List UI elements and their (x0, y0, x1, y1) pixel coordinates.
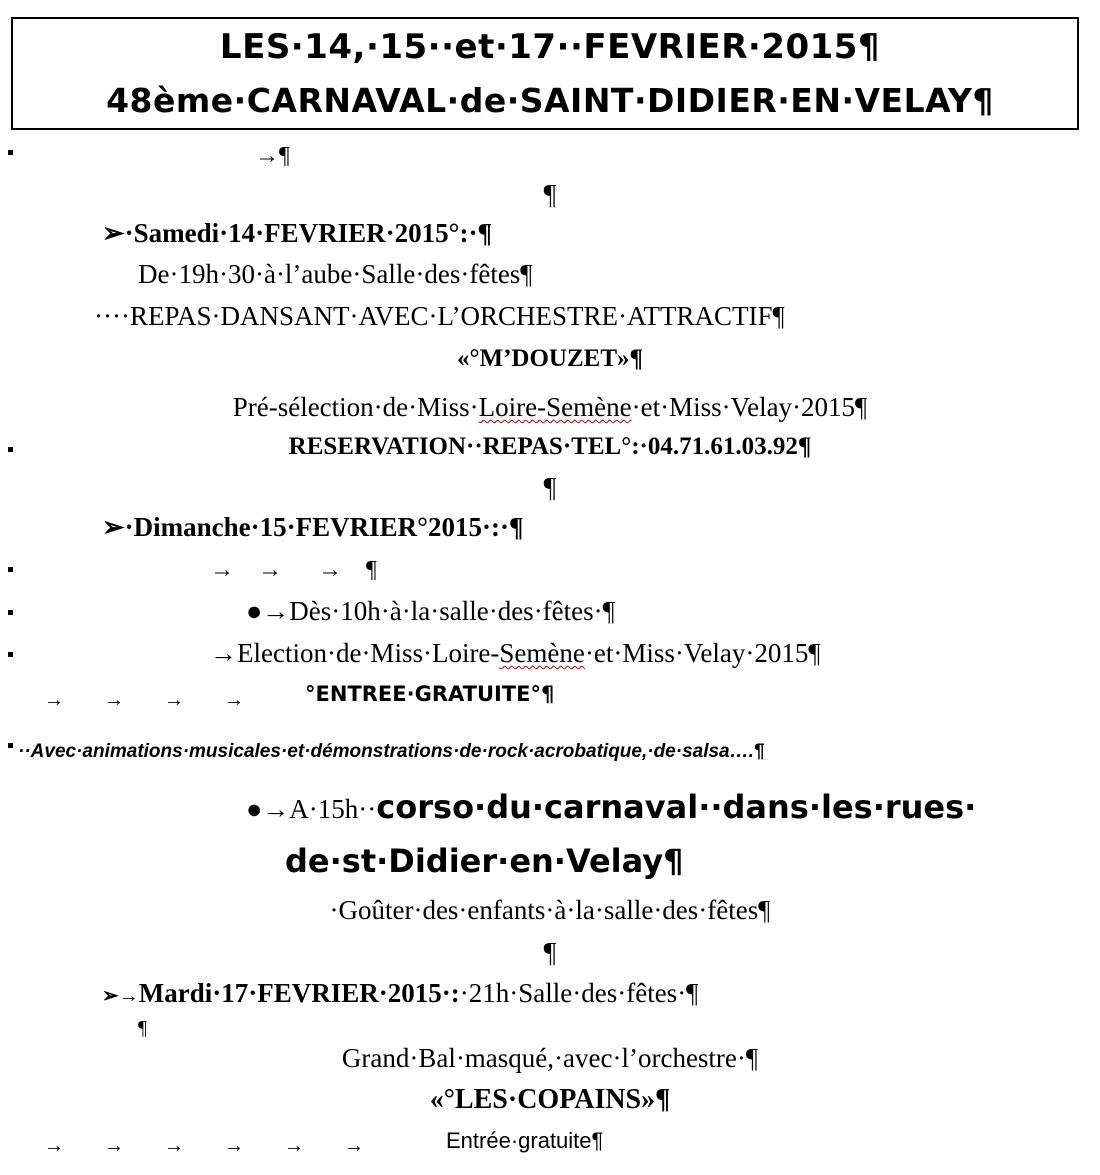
election-text-end: ·et·Miss·Velay·2015¶ (584, 638, 821, 668)
sunday-heading-text: Dimanche·15·FEVRIER°2015·:·¶ (133, 512, 524, 542)
preselection-text-end: ·et·Miss·Velay·2015¶ (631, 392, 868, 422)
saturday-time: De·19h·30·à·l’aube·Salle·des·fêtes¶ (138, 259, 533, 289)
margin-mark (8, 652, 13, 657)
tab-line: → → → ¶ (210, 557, 377, 583)
free-entry-sunday: °ENTREE·GRATUITE°¶ (305, 682, 555, 706)
election-text: →Election·de·Miss·Loire- (210, 638, 500, 668)
margin-mark (8, 610, 13, 615)
header-title: 48ème·CARNAVAL·de·SAINT·DIDIER·EN·VELAY¶ (106, 81, 994, 120)
arrow-bullet-icon: ➢· (102, 218, 134, 248)
margin-mark (8, 567, 13, 572)
arrow-bullet-icon: ➢· (102, 512, 134, 542)
empty-tab-line: →¶ (255, 143, 290, 169)
saturday-event: ····REPAS·DANSANT·AVEC·L’ORCHESTRE·ATTRACTIF¶ (94, 301, 785, 331)
empty-paragraph: ¶ (543, 473, 557, 504)
header-dates: LES·14,·15··et·17··FEVRIER·2015¶ (219, 27, 881, 67)
preselection-text: Pré-sélection·de·Miss· (232, 392, 479, 422)
small-pilcrow: ¶ (138, 1017, 148, 1039)
corso-line (246, 788, 977, 826)
tuesday-heading-tail: ·21h·Salle·des·fêtes·¶ (459, 978, 699, 1008)
corso-text: corso·du·carnaval··dans·les·rues· (376, 788, 977, 826)
reservation-line: RESERVATION··REPAS·TEL°:·04.71.61.03.92¶ (288, 433, 812, 460)
preselection-misspelled: Loire-Semène (478, 392, 632, 422)
tuesday-heading-text: Mardi·17·FEVRIER·2015·: (138, 978, 460, 1008)
tuesday-band: «°LES·COPAINS»¶ (429, 1084, 671, 1115)
saturday-heading-text: Samedi·14·FEVRIER·2015°:·¶ (133, 218, 493, 248)
tab-row: → → → → (44, 689, 244, 711)
sunday-bullet-morning: ●→Dès·10h·à·la·salle·des·fêtes·¶ (246, 596, 615, 626)
election-line (210, 640, 821, 667)
sunday-heading (102, 514, 524, 541)
election-misspelled: Semène (499, 638, 585, 668)
corso-line-2: de·st·Didier·en·Velay¶ (285, 842, 684, 880)
margin-mark (8, 150, 13, 155)
empty-paragraph: ¶ (543, 180, 557, 211)
saturday-heading (102, 220, 492, 247)
arrow-bullet-icon: ➢→ (102, 985, 139, 1007)
tab-row: → → → → → → (44, 1135, 364, 1157)
saturday-band: «°M’DOUZET»¶ (457, 345, 643, 372)
corso-prefix: ●→A·15h·· (246, 794, 377, 824)
tuesday-heading (102, 980, 698, 1007)
animations-line: ··Avec·animations·musicales·et·démonstrations·de·rock·acrobatique,·de·salsa….¶ (18, 741, 765, 762)
preselection-line (0, 394, 1100, 421)
empty-paragraph: ¶ (543, 938, 557, 969)
free-entry-tuesday: Entrée·gratuite¶ (446, 1128, 604, 1153)
gouter-line: ·Goûter·des·enfants·à·la·salle·des·fêtes¶ (329, 895, 771, 925)
margin-mark (8, 743, 13, 748)
bal-line: Grand·Bal·masqué,·avec·l’orchestre·¶ (341, 1043, 759, 1073)
